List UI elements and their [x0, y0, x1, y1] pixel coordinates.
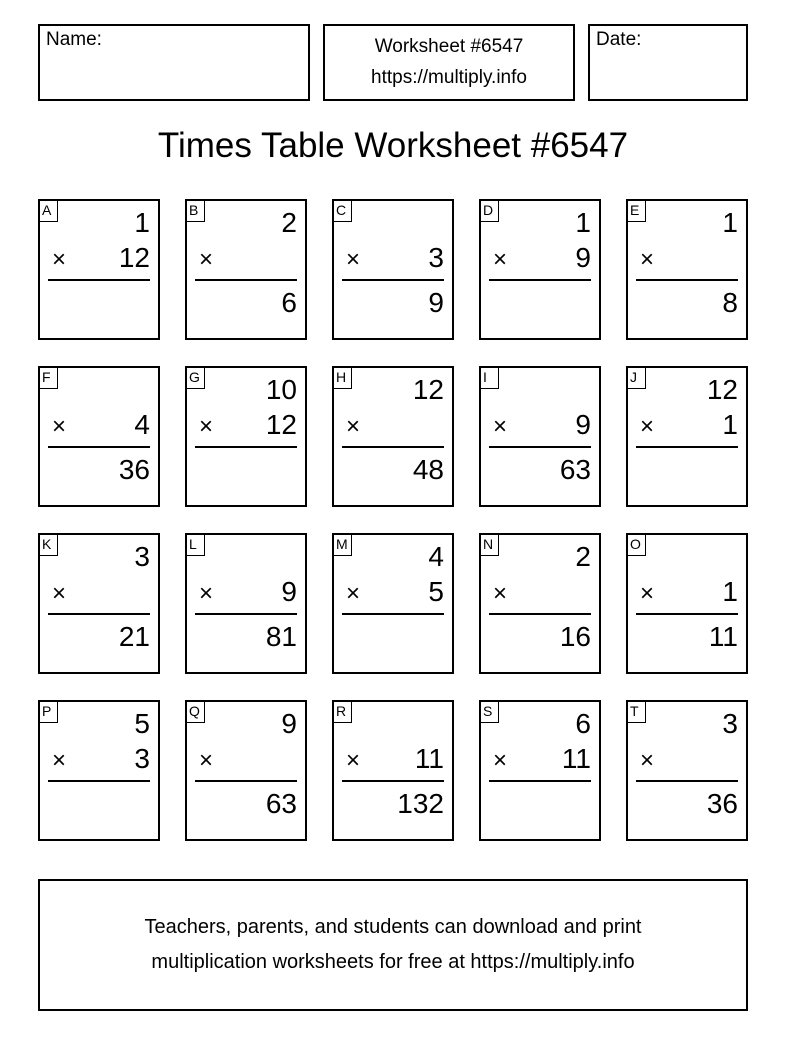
product: 8 — [722, 287, 738, 318]
problem-letter: G — [185, 366, 205, 389]
bottom-factor: 12 — [265, 409, 297, 440]
bottom-factor: 3 — [134, 743, 150, 774]
times-sign: × — [346, 413, 361, 440]
problem-letter: B — [185, 199, 205, 222]
times-sign: × — [493, 580, 508, 607]
product: 16 — [559, 621, 591, 652]
answer-rule — [636, 780, 738, 782]
product: 36 — [118, 454, 150, 485]
top-factor: 10 — [265, 374, 297, 405]
times-sign: × — [493, 413, 508, 440]
problem-card — [332, 700, 454, 841]
problem-card — [38, 700, 160, 841]
problem-card — [626, 700, 748, 841]
top-factor: 5 — [134, 708, 150, 739]
problem-card — [185, 366, 307, 507]
times-sign: × — [346, 580, 361, 607]
problem-letter: Q — [185, 700, 205, 723]
date-label: Date: — [596, 29, 642, 50]
times-sign: × — [493, 747, 508, 774]
bottom-factor: 12 — [118, 242, 150, 273]
problem-letter: P — [38, 700, 58, 723]
top-factor: 3 — [134, 541, 150, 572]
times-sign: × — [52, 580, 67, 607]
problem-letter: F — [38, 366, 58, 389]
top-factor: 1 — [722, 207, 738, 238]
problem-letter: S — [479, 700, 499, 723]
answer-rule — [195, 279, 297, 281]
site-url: https://multiply.info — [371, 67, 527, 88]
bottom-factor: 9 — [281, 576, 297, 607]
bottom-factor: 4 — [134, 409, 150, 440]
problem-letter: A — [38, 199, 58, 222]
product: 36 — [706, 788, 738, 819]
product: 63 — [265, 788, 297, 819]
product: 81 — [265, 621, 297, 652]
bottom-factor: 9 — [575, 409, 591, 440]
product: 21 — [118, 621, 150, 652]
problem-letter: O — [626, 533, 646, 556]
footer-line-1: Teachers, parents, and students can download and print — [144, 916, 642, 938]
problem-card — [332, 533, 454, 674]
times-sign: × — [199, 246, 214, 273]
product: 6 — [281, 287, 297, 318]
answer-rule — [342, 613, 444, 615]
top-factor: 2 — [575, 541, 591, 572]
problem-letter: I — [479, 366, 499, 389]
problem-card — [185, 700, 307, 841]
worksheet-id-box — [323, 24, 575, 101]
times-sign: × — [199, 580, 214, 607]
times-sign: × — [640, 747, 655, 774]
problem-card — [626, 199, 748, 340]
product: 48 — [412, 454, 444, 485]
problem-card — [479, 700, 601, 841]
times-sign: × — [640, 246, 655, 273]
date-box — [588, 24, 748, 101]
answer-rule — [636, 279, 738, 281]
bottom-factor: 1 — [722, 576, 738, 607]
problem-card — [38, 199, 160, 340]
bottom-factor: 9 — [575, 242, 591, 273]
times-sign: × — [346, 246, 361, 273]
problem-letter: K — [38, 533, 58, 556]
times-sign: × — [199, 747, 214, 774]
answer-rule — [48, 446, 150, 448]
times-sign: × — [199, 413, 214, 440]
answer-rule — [195, 780, 297, 782]
problem-card — [479, 533, 601, 674]
times-sign: × — [52, 413, 67, 440]
problem-card — [332, 366, 454, 507]
top-factor: 6 — [575, 708, 591, 739]
problem-card — [626, 366, 748, 507]
bottom-factor: 11 — [561, 743, 591, 774]
answer-rule — [195, 613, 297, 615]
problem-letter: J — [626, 366, 646, 389]
times-sign: × — [346, 747, 361, 774]
problem-letter: T — [626, 700, 646, 723]
worksheet-id: Worksheet #6547 — [374, 36, 524, 57]
bottom-factor: 1 — [722, 409, 738, 440]
problem-card — [479, 199, 601, 340]
problem-card — [479, 366, 601, 507]
answer-rule — [636, 446, 738, 448]
times-sign: × — [640, 580, 655, 607]
problem-card — [38, 366, 160, 507]
answer-rule — [48, 613, 150, 615]
answer-rule — [342, 279, 444, 281]
top-factor: 1 — [575, 207, 591, 238]
footer-box — [38, 879, 748, 1011]
times-sign: × — [493, 246, 508, 273]
top-factor: 2 — [281, 207, 297, 238]
answer-rule — [48, 780, 150, 782]
times-sign: × — [52, 246, 67, 273]
answer-rule — [636, 613, 738, 615]
problem-card — [38, 533, 160, 674]
product: 11 — [708, 621, 738, 652]
problem-card — [185, 533, 307, 674]
bottom-factor: 3 — [428, 242, 444, 273]
answer-rule — [489, 446, 591, 448]
footer-line-2: multiplication worksheets for free at https://multiply.info — [151, 951, 635, 973]
answer-rule — [489, 613, 591, 615]
answer-rule — [489, 780, 591, 782]
name-label: Name: — [46, 29, 102, 50]
problem-letter: R — [332, 700, 352, 723]
answer-rule — [342, 780, 444, 782]
name-box — [38, 24, 310, 101]
answer-rule — [489, 279, 591, 281]
answer-rule — [195, 446, 297, 448]
problem-letter: N — [479, 533, 499, 556]
problem-card — [185, 199, 307, 340]
times-sign: × — [52, 747, 67, 774]
problem-letter: H — [332, 366, 352, 389]
bottom-factor: 5 — [428, 576, 444, 607]
times-sign: × — [640, 413, 655, 440]
bottom-factor: 11 — [414, 743, 444, 774]
product: 132 — [397, 788, 444, 819]
product: 9 — [428, 287, 444, 318]
top-factor: 4 — [428, 541, 444, 572]
answer-rule — [48, 279, 150, 281]
problem-card — [626, 533, 748, 674]
product: 63 — [559, 454, 591, 485]
page-title: Times Table Worksheet #6547 — [157, 126, 629, 165]
problem-letter: D — [479, 199, 499, 222]
answer-rule — [342, 446, 444, 448]
problem-letter: E — [626, 199, 646, 222]
problem-letter: C — [332, 199, 352, 222]
top-factor: 1 — [134, 207, 150, 238]
problem-card — [332, 199, 454, 340]
problem-letter: L — [185, 533, 205, 556]
top-factor: 12 — [706, 374, 738, 405]
top-factor: 3 — [722, 708, 738, 739]
top-factor: 12 — [412, 374, 444, 405]
top-factor: 9 — [281, 708, 297, 739]
problem-letter: M — [332, 533, 352, 556]
